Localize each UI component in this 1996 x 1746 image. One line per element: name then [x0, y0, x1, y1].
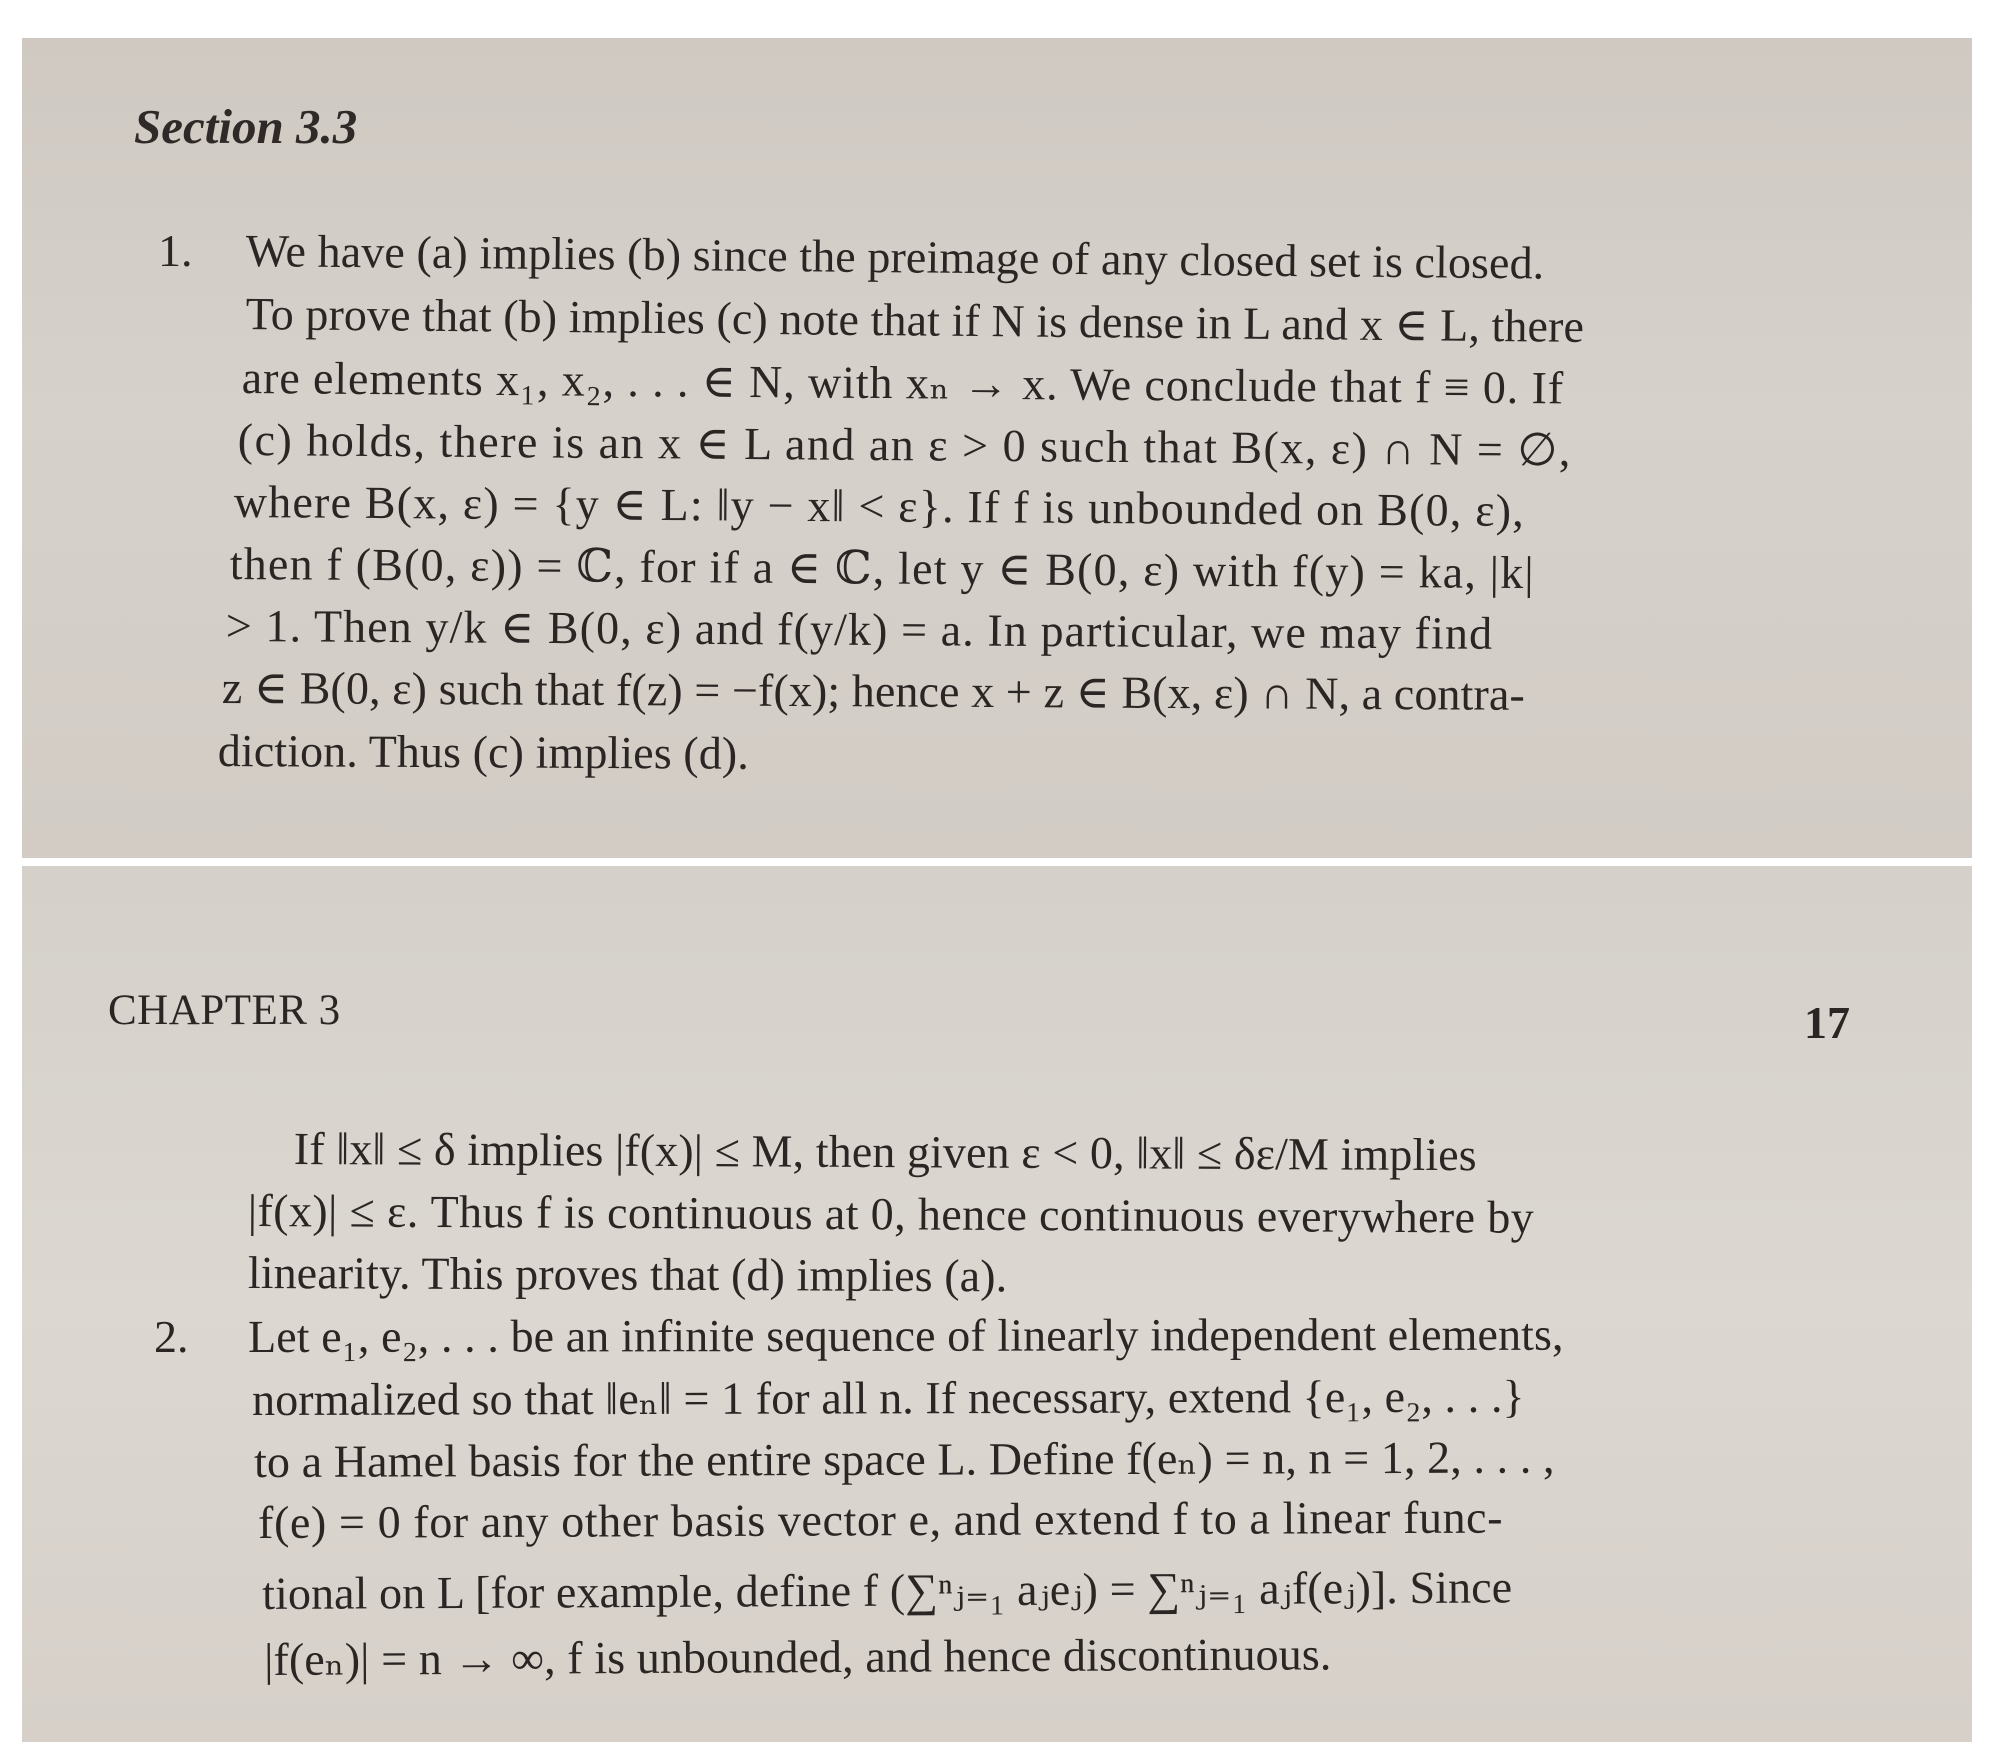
page-number: 17	[1804, 997, 1850, 1048]
item-1-line: diction. Thus (c) implies (d).	[217, 725, 750, 779]
item-1-line: (c) holds, there is an x ∈ L and an ε > 0 such that B(x, ε) ∩ N = ∅,	[237, 413, 1573, 476]
item-1-line: To prove that (b) implies (c) note that if N is dense in L and x ∈ L, there	[245, 287, 1585, 352]
item-2-line: tional on L [for example, define f (∑ⁿⱼ₌₁ aⱼeⱼ) = ∑ⁿⱼ₌₁ aⱼf(eⱼ)]. Since	[262, 1561, 1513, 1619]
continuation-line: linearity. This proves that (d) implies (a).	[247, 1247, 1008, 1302]
item-1-line: then f (B(0, ε)) = ℂ, for if a ∈ ℂ, let y ∈ B(0, ε) with f(y) = ka, |k|	[229, 537, 1535, 599]
chapter-label: CHAPTER 3	[108, 987, 341, 1034]
top-page-photo	[22, 38, 1972, 858]
item-1-line: > 1. Then y/k ∈ B(0, ε) and f(y/k) = a. In particular, we may find	[225, 599, 1494, 659]
item-1-number: 1.	[158, 225, 193, 276]
item-2-line: to a Hamel basis for the entire space L. Define f(eₙ) = n, n = 1, 2, . . . ,	[254, 1431, 1555, 1487]
item-1-line: z ∈ B(0, ε) such that f(z) = −f(x); hence x + z ∈ B(x, ε) ∩ N, a contra-	[221, 662, 1525, 720]
section-title: Section 3.3	[134, 99, 358, 154]
item-2-line: Let e₁, e₂, . . . be an infinite sequence of linearly independent elements,	[248, 1308, 1564, 1362]
item-1-line: where B(x, ε) = {y ∈ L: ‖y − x‖ < ε}. If f is unbounded on B(0, ε),	[233, 475, 1526, 537]
item-2-line: normalized so that ‖eₙ‖ = 1 for all n. If necessary, extend {e₁, e₂, . . .}	[252, 1370, 1525, 1425]
item-1-line: are elements x₁, x₂, . . . ∈ N, with xₙ → x. We conclude that f ≡ 0. If	[241, 351, 1565, 414]
item-2-line: f(e) = 0 for any other basis vector e, and extend f to a linear func-	[258, 1491, 1504, 1548]
item-2-line: |f(eₙ)| = n → ∞, f is unbounded, and hence discontinuous.	[264, 1628, 1332, 1685]
continuation-line: |f(x)| ≤ ε. Thus f is continuous at 0, hence continuous everywhere by	[247, 1185, 1535, 1243]
item-2-number: 2.	[154, 1311, 189, 1362]
item-1-line: We have (a) implies (b) since the preimage of any closed set is closed.	[245, 224, 1545, 289]
bottom-page-photo	[22, 866, 1972, 1742]
continuation-line: If ‖x‖ ≤ δ implies |f(x)| ≤ M, then given ε < 0, ‖x‖ ≤ δε/M implies	[293, 1123, 1477, 1181]
